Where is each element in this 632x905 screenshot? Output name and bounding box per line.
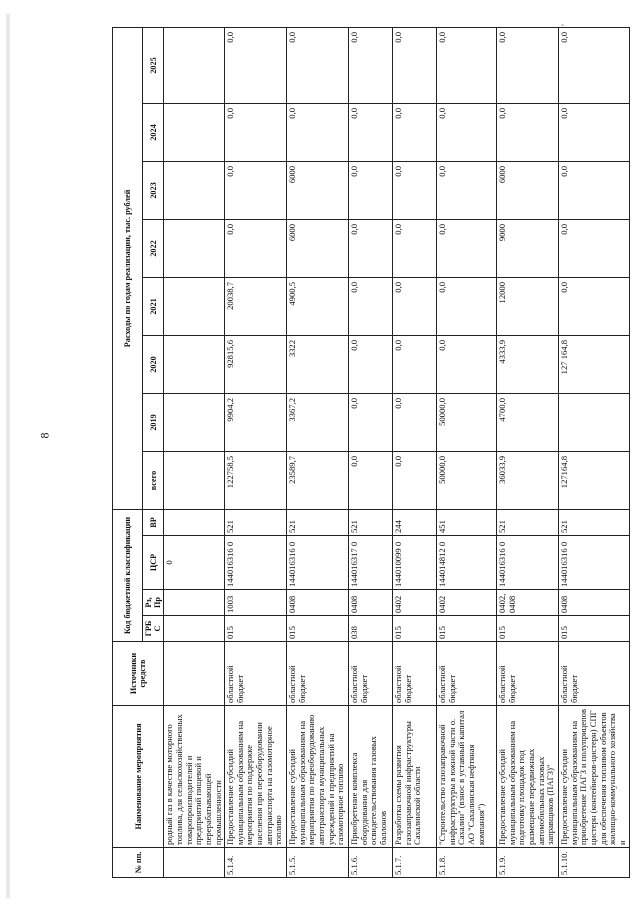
cell-2022: 6000 [287, 219, 349, 277]
cell-2022: 0,0 [437, 219, 497, 277]
cell-2021: 0,0 [393, 277, 437, 335]
cell-source: областной бюджет [497, 642, 559, 706]
cell-total: 122758,5 [225, 451, 287, 509]
cell-2025: 0,0 [559, 27, 629, 103]
cell-csr: 144016316 0 [225, 536, 287, 590]
cell-source: областной бюджет [393, 642, 437, 706]
cell-rz-pr: 0402 [393, 590, 437, 616]
cell-num: 5.1.7. [393, 848, 437, 878]
cell-name: Приобретение комплекса оборудования для освидетельствования газовых баллонов [349, 706, 393, 848]
cell-2024: 0,0 [287, 103, 349, 161]
cell-2025: 0,0 [497, 27, 559, 103]
cell-name: родный газ в качестве моторного топлива, для сельскохозяйственных товаропроизводителей и предприятий пищевой и перерабатывающей промышленности [164, 706, 225, 848]
cell-2024: 0,0 [349, 103, 393, 161]
cell-2019: 4700,0 [497, 393, 559, 451]
page-number: 8 [37, 432, 52, 439]
cell-rz-pr: 0408 [349, 590, 393, 616]
cell-csr: 144016317 0 [349, 536, 393, 590]
cell-vr: 521 [349, 509, 393, 535]
expenses-table [112, 27, 630, 878]
cell-vr [164, 509, 225, 535]
cell-source: областной бюджет [225, 642, 287, 706]
cell-2025: 0,0 [349, 27, 393, 103]
header-grbs: ГРБС [143, 616, 164, 642]
cell-2024 [164, 103, 225, 161]
cell-total: 36033,9 [497, 451, 559, 509]
cell-num [164, 848, 225, 878]
cell-vr: 521 [225, 509, 287, 535]
cell-2024: 0,0 [225, 103, 287, 161]
cell-2023: 0,0 [393, 161, 437, 219]
cell-total: 0,0 [349, 451, 393, 509]
cell-2023: 6000 [287, 161, 349, 219]
cell-2022: 0,0 [349, 219, 393, 277]
cell-num: 5.1.8. [437, 848, 497, 878]
cell-2020: 3322 [287, 335, 349, 393]
header-2024: 2024 [143, 103, 164, 161]
cell-2023: 0,0 [559, 161, 629, 219]
scan-edge [6, 14, 10, 898]
cell-source [164, 642, 225, 706]
cell-csr: 144010099 0 [393, 536, 437, 590]
cell-num: 5.1.10. [559, 848, 629, 878]
cell-2019: 3367,2 [287, 393, 349, 451]
cell-vr: 451 [437, 509, 497, 535]
cell-grbs: 015 [497, 616, 559, 642]
cell-2024: 0,0 [497, 103, 559, 161]
table-row [559, 27, 629, 877]
cell-2021: 0,0 [559, 277, 629, 335]
cell-csr: 144014812 0 [437, 536, 497, 590]
cell-num: 5.1.5. [287, 848, 349, 878]
cell-2020: 0,0 [437, 335, 497, 393]
cell-2019: 9904,2 [225, 393, 287, 451]
cell-grbs: 015 [559, 616, 629, 642]
cell-2024: 0,0 [393, 103, 437, 161]
header-2022: 2022 [143, 219, 164, 277]
cell-csr: 144016316 0 [559, 536, 629, 590]
header-csr: ЦСР [143, 536, 164, 590]
cell-2025 [164, 27, 225, 103]
cell-2020 [164, 335, 225, 393]
cell-name: Предоставление субсидий муниципальным образованиям на мероприятия по поддержке населения при переоборудовании автотранспорта на газомоторное топливо [225, 706, 287, 848]
cell-2020: 0,0 [349, 335, 393, 393]
cell-grbs: 038 [349, 616, 393, 642]
cell-csr: 0 [164, 536, 225, 590]
rotated-page [112, 28, 632, 878]
cell-name: Разработка схемы развития газозаправочной инфраструктуры Сахалинской области [393, 706, 437, 848]
table-row [349, 27, 393, 877]
scan-mark: ˜ [561, 23, 564, 33]
cell-2021: 0,0 [437, 277, 497, 335]
cell-vr: 521 [497, 509, 559, 535]
cell-2019: 50000,0 [437, 393, 497, 451]
cell-2025: 0,0 [393, 27, 437, 103]
cell-rz-pr: 0408 [287, 590, 349, 616]
cell-source: областной бюджет [437, 642, 497, 706]
header-budget-code: Код бюджетной классификации [113, 509, 143, 641]
header-2019: 2019 [143, 393, 164, 451]
cell-num: 5.1.9. [497, 848, 559, 878]
cell-grbs: 015 [225, 616, 287, 642]
cell-2023: 0,0 [225, 161, 287, 219]
cell-2022: 0,0 [225, 219, 287, 277]
cell-2019: 0,0 [349, 393, 393, 451]
cell-2020: 0,0 [393, 335, 437, 393]
cell-rz-pr: 0402, 0408 [497, 590, 559, 616]
cell-2022: 9000 [497, 219, 559, 277]
cell-name: Предоставление субсидий муниципальным образованиям на мероприятия по переоборудованию автотранспорта муниципальных учреждений и предприятий на газомоторное топливо [287, 706, 349, 848]
header-2023: 2023 [143, 161, 164, 219]
cell-rz-pr: 0402 [437, 590, 497, 616]
cell-2019: 0,0 [393, 393, 437, 451]
cell-2019 [559, 393, 629, 451]
cell-csr: 144016316 0 [497, 536, 559, 590]
cell-name: Предоставление субсидии муниципальным образованиям на приобретение ПАГЗ и полуприцепов цистерн (контейнеров-цистерн) СПГ для обеспечения топливом объектов жилищно-коммунального хозяйства и [559, 706, 629, 848]
header-name: Наименование мероприятия [113, 706, 164, 848]
table-row-continuation [164, 27, 225, 877]
cell-source: областной бюджет [349, 642, 393, 706]
header-2021: 2021 [143, 277, 164, 335]
cell-vr: 521 [559, 509, 629, 535]
table-row [393, 27, 437, 877]
cell-total: 23589,7 [287, 451, 349, 509]
table-row [497, 27, 559, 877]
cell-2023: 6000 [497, 161, 559, 219]
table-row [225, 27, 287, 877]
header-total: всего [143, 451, 164, 509]
cell-total: 50000,0 [437, 451, 497, 509]
cell-2023: 0,0 [437, 161, 497, 219]
cell-2022: 0,0 [393, 219, 437, 277]
cell-2021: 4900,5 [287, 277, 349, 335]
header-2020: 2020 [143, 335, 164, 393]
cell-grbs: 015 [393, 616, 437, 642]
cell-num: 5.1.6. [349, 848, 393, 878]
cell-num: 5.1.4. [225, 848, 287, 878]
cell-grbs: 015 [437, 616, 497, 642]
cell-2025: 0,0 [437, 27, 497, 103]
cell-2020: 92815,6 [225, 335, 287, 393]
cell-2025: 0,0 [287, 27, 349, 103]
header-source: Источники средств [113, 642, 164, 706]
header-2025: 2025 [143, 27, 164, 103]
cell-total [164, 451, 225, 509]
cell-rz-pr [164, 590, 225, 616]
cell-2021: 20038,7 [225, 277, 287, 335]
cell-total: 127164,8 [559, 451, 629, 509]
cell-2025: 0,0 [225, 27, 287, 103]
cell-2021: 12000 [497, 277, 559, 335]
cell-2024: 0,0 [559, 103, 629, 161]
table-row [287, 27, 349, 877]
cell-rz-pr: 0408 [559, 590, 629, 616]
cell-2022: 0,0 [559, 219, 629, 277]
header-rz-pr: Рз, Пр [143, 590, 164, 616]
cell-2023: 0,0 [349, 161, 393, 219]
cell-2022 [164, 219, 225, 277]
header-expenses: Расходы по годам реализации, тыс. рублей [113, 27, 143, 509]
cell-total: 0,0 [393, 451, 437, 509]
cell-2021: 0,0 [349, 277, 393, 335]
cell-2023 [164, 161, 225, 219]
cell-source: областной бюджет [559, 642, 629, 706]
cell-name: "Строительство газозаправочной инфраструктуры в южной части о. Сахалин" (взнос в уставный капитал АО "Сахалинская нефтяная компания") [437, 706, 497, 848]
cell-vr: 521 [287, 509, 349, 535]
cell-2020: 4333,9 [497, 335, 559, 393]
header-num: № пп. [113, 848, 164, 878]
cell-2019 [164, 393, 225, 451]
cell-name: Предоставление субсидий муниципальным образованиям на подготовку площадок под размещение передвижных автомобильных газовых заправщиков (ПАГЗ)" [497, 706, 559, 848]
cell-vr: 244 [393, 509, 437, 535]
cell-source: областной бюджет [287, 642, 349, 706]
cell-2024: 0,0 [437, 103, 497, 161]
cell-2021 [164, 277, 225, 335]
cell-grbs: 015 [287, 616, 349, 642]
table-row [437, 27, 497, 877]
cell-rz-pr: 1003 [225, 590, 287, 616]
header-vr: ВР [143, 509, 164, 535]
cell-csr: 144016316 0 [287, 536, 349, 590]
cell-2020: 127 164,8 [559, 335, 629, 393]
cell-grbs [164, 616, 225, 642]
